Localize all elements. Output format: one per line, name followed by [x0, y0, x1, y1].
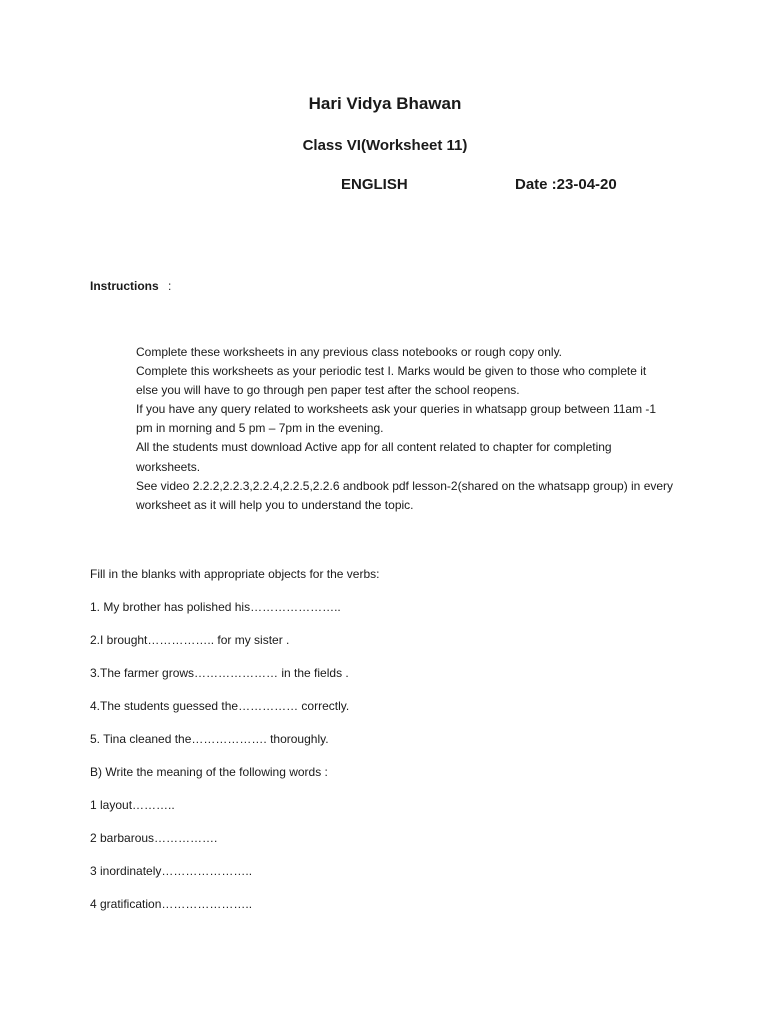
meaning-question-4: 4 gratification………………….. [90, 897, 253, 911]
instructions-colon: : [168, 279, 172, 293]
fill-blank-question-5: 5. Tina cleaned the………………. thoroughly. [90, 732, 329, 746]
meaning-question-3: 3 inordinately………………….. [90, 864, 253, 878]
fill-blank-question-4: 4.The students guessed the…………… correctly. [90, 699, 350, 713]
section-b-heading: B) Write the meaning of the following words : [90, 765, 328, 779]
instruction-line: else you will have to go through pen paper test after the school reopens. [136, 383, 520, 398]
instruction-line: All the students must download Active app for all content related to chapter for completing [136, 440, 612, 455]
meaning-question-2: 2 barbarous……………. [90, 831, 218, 845]
instruction-line: pm in morning and 5 pm – 7pm in the evening. [136, 421, 384, 436]
instruction-line: worksheet as it will help you to understand the topic. [136, 497, 414, 512]
fill-blank-question-2: 2.I brought…………….. for my sister . [90, 633, 290, 647]
instructions-heading: Instructions [90, 279, 159, 293]
meaning-question-1: 1 layout……….. [90, 798, 175, 812]
date-label: Date :23-04-20 [515, 176, 617, 193]
instruction-line: worksheets. [136, 459, 201, 474]
instruction-line: If you have any query related to worksheets ask your queries in whatsapp group between 11am -1 [136, 402, 657, 417]
section-a-heading: Fill in the blanks with appropriate objects for the verbs: [90, 567, 380, 581]
instruction-line: Complete this worksheets as your periodic test I. Marks would be given to those who complete it [136, 364, 647, 379]
fill-blank-question-1: 1. My brother has polished his………………….. [90, 600, 341, 614]
instructions-list [136, 343, 696, 515]
instruction-line: See video 2.2.2,2.2.3,2.2.4,2.2.5,2.2.6 andbook pdf lesson-2(shared on the whatsapp group) in every [136, 478, 674, 493]
instruction-line: Complete these worksheets in any previous class notebooks or rough copy only. [136, 345, 563, 359]
subject-label: ENGLISH [341, 176, 408, 193]
fill-blank-question-3: 3.The farmer grows………………… in the fields . [90, 666, 349, 680]
school-title: Hari Vidya Bhawan [308, 94, 462, 113]
class-worksheet-title: Class VI(Worksheet 11) [302, 137, 468, 154]
